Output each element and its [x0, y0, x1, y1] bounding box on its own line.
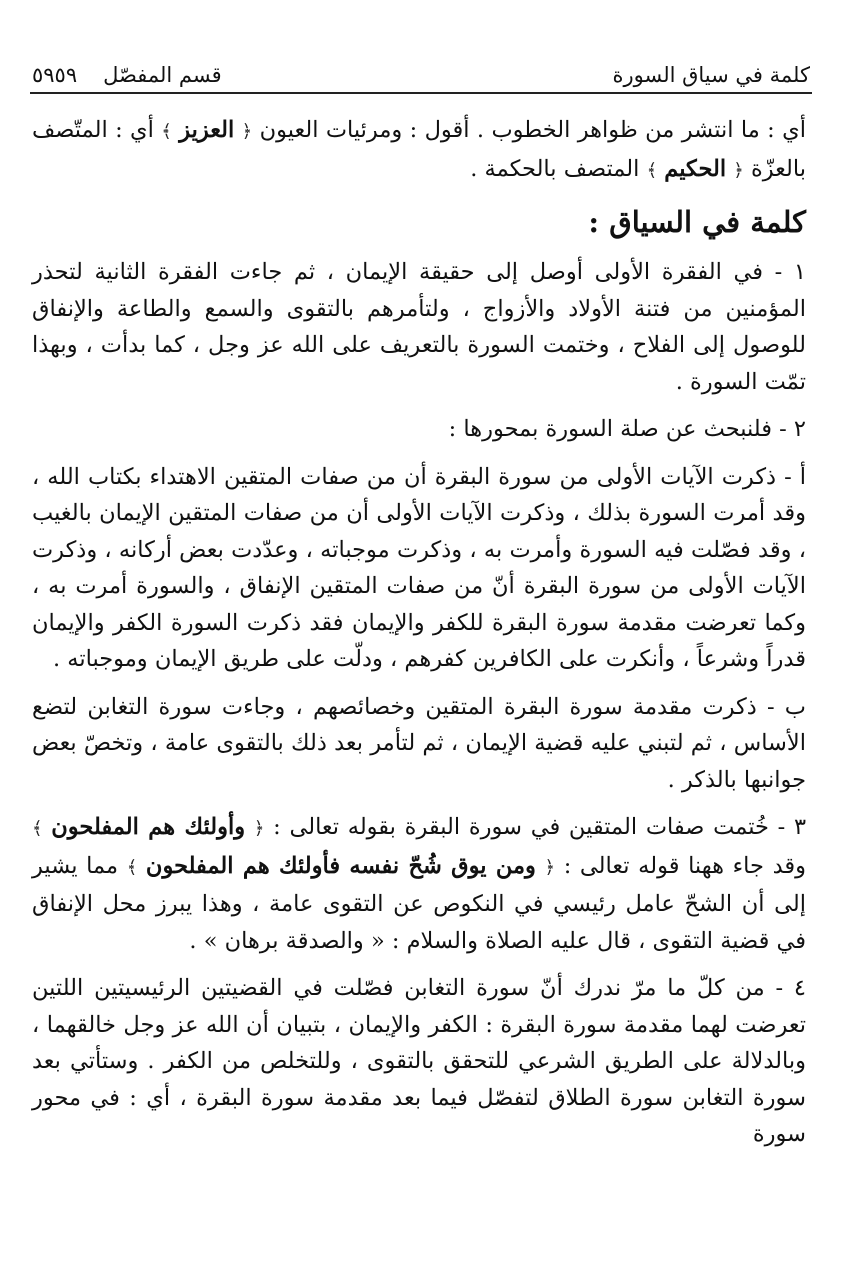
quran-bracket-close: ﴾ — [32, 818, 43, 839]
intro-text-1: أي : ما انتشر من ظواهر الخطوب . أقول : ومرئيات العيون — [259, 117, 806, 143]
quran-bracket-open: ﴿ — [253, 818, 265, 839]
quran-bracket-open: ﴿ — [241, 121, 253, 142]
paragraph-2: ٢ - فلنبحث عن صلة السورة بمحورها : — [448, 416, 806, 442]
intro-term-hakim: الحكيم — [664, 155, 727, 182]
header-rule — [30, 92, 812, 94]
quran-bracket-open: ﴿ — [733, 159, 744, 181]
paragraph-3-start: ٣ - خُتمت صفات المتقين في سورة البقرة بقوله تعالى : — [273, 814, 807, 840]
verse-1: وأولئك هم المفلحون — [51, 814, 246, 840]
paragraph-3-end: مما يشير إلى أن الشحّ عامل رئيسي في النكوص عن التقوى عامة ، وهذا يبرز محل الإنفاق في قضية التقوى ، قال عليه الصلاة والسلام : « والصدقة برهان » . — [32, 852, 806, 954]
quran-bracket-close: ﴾ — [126, 856, 138, 878]
quran-bracket-close: ﴾ — [646, 159, 658, 181]
header-title: كلمة في سياق السورة — [612, 62, 810, 87]
paragraph-b: ب - ذكرت مقدمة سورة البقرة المتقين وخصائصهم ، وجاءت سورة التغابن لتضع الأساس ، ثم لتبني عليه قضية الإيمان ، ثم لتأمر بعد ذلك بالتقوى عامة ، وتخصّ بعض جوانبها بالذكر . — [32, 693, 806, 793]
intro-text-2: أي : المتّصف بالعزّة — [32, 117, 806, 182]
quran-bracket-open: ﴿ — [544, 856, 556, 878]
quran-bracket-close: ﴾ — [161, 121, 172, 142]
page-body — [32, 112, 806, 1164]
intro-text-3: المتصف بالحكمة . — [470, 155, 640, 182]
paragraph-3 — [32, 809, 806, 959]
paragraph-4: ٤ - من كلّ ما مرّ ندرك أنّ سورة التغابن فصّلت في القضيتين الرئيسيتين اللتين تعرضت لهما مقدمة سورة البقرة : الكفر والإيمان ، بتبيان أن الله عز وجل خالقهما ، وبالدلالة على الطريق الشرعي للتحقق بالتقوى ، وللتخلص من الكفر . وستأتي بعد سورة التغابن سورة الطلاق لتفصّل فيما بعد مقدمة سورة البقرة ، أي : في محور سورة — [32, 975, 806, 1147]
section-heading: كلمة في السياق : — [588, 205, 806, 239]
paragraph-1: ١ - في الفقرة الأولى أوصل إلى حقيقة الإيمان ، ثم جاءت الفقرة الثانية لتحذر المؤمنين من فتنة الأولاد والأزواج ، ولتأمرهم بالتقوى والسمع والطاعة والإنفاق للوصول إلى الفلاح ، وختمت السورة بالتعريف على الله عز وجل ، كما بدأت ، وبهذا تمّت السورة . — [32, 259, 806, 395]
intro-paragraph — [32, 112, 806, 189]
intro-term-aziz: العزيز — [179, 117, 235, 143]
paragraph-a: أ - ذكرت الآيات الأولى من سورة البقرة أن من صفات المتقين الاهتداء بكتاب الله ، وقد أمرت السورة بذلك ، وذكرت الآيات الأولى أن من صفات المتقين الإيمان بالغيب ، وقد فصّلت فيه السورة وأمرت به ، وذكرت موجباته ، وعدّدت بعض أركانه ، وذكرت الآيات الأولى من سورة البقرة أنّ من صفات المتقين الإنفاق ، والسورة أمرت به ، وكما تعرضت مقدمة سورة البقرة للكفر والإيمان فقد ذكرت السورة الكفر والإيمان قدراً وشرعاً ، وأنكرت على الكافرين كفرهم ، ودلّت على طريق الإيمان وموجباته . — [32, 463, 806, 672]
header-section: قسم المفصّل — [103, 62, 222, 87]
running-header — [32, 52, 810, 88]
header-section-group — [32, 63, 222, 88]
page-number: ٥٩٥٩ — [32, 62, 78, 87]
verse-2: ومن يوق شُحّ نفسه فأولئك هم المفلحون — [145, 852, 536, 879]
paragraph-3-mid: وقد جاء ههنا قوله تعالى : — [563, 852, 806, 879]
